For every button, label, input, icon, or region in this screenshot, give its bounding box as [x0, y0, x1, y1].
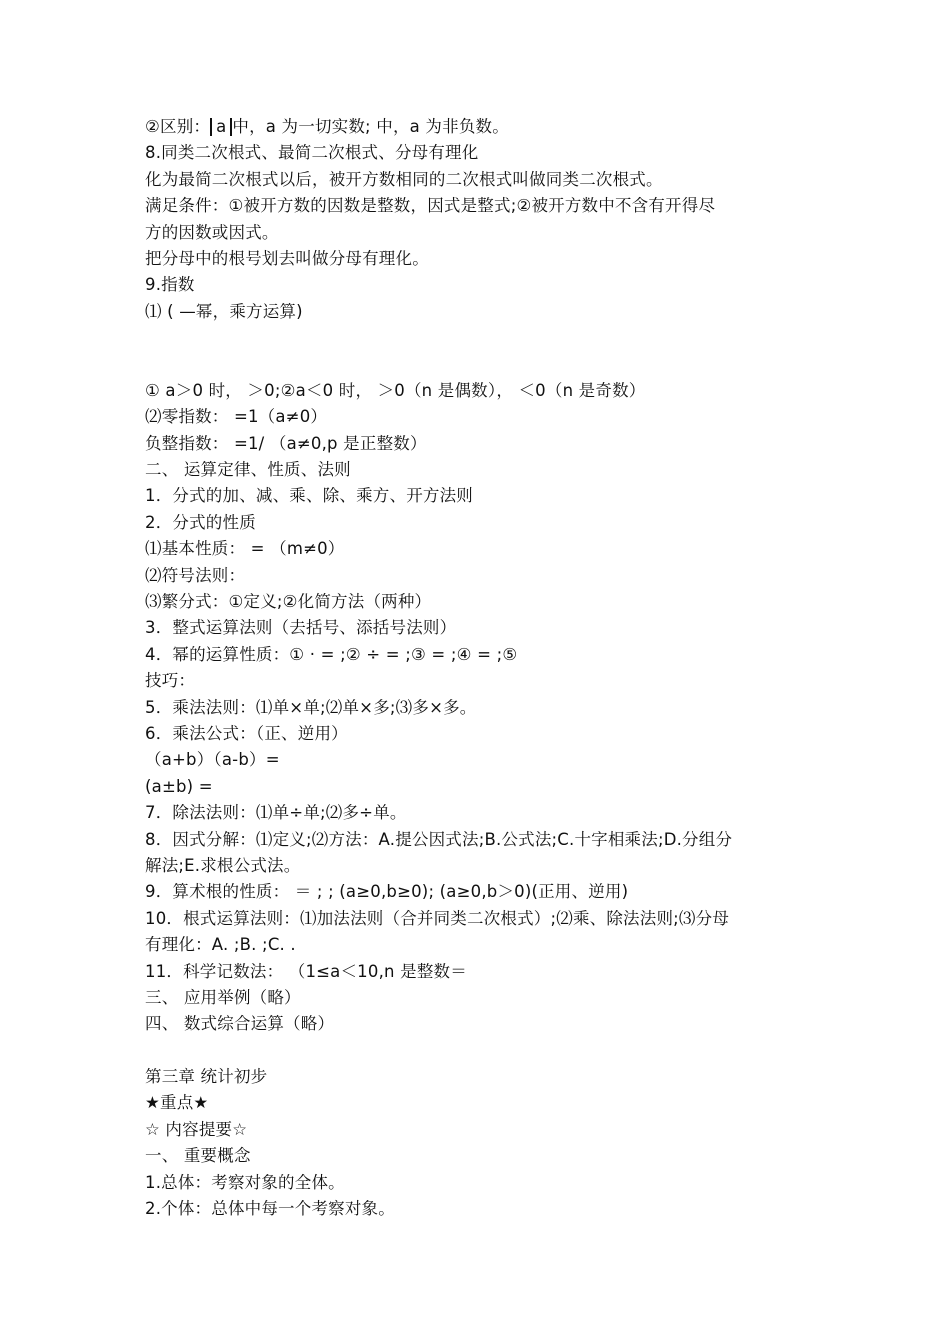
text-line: 一、 重要概念 [145, 1146, 251, 1166]
text-line: 解法;E.求根公式法。 [145, 855, 301, 875]
text-line: 四、 数式综合运算（略） [145, 1014, 335, 1034]
text-line: ⑵符号法则： [145, 565, 246, 585]
text-line: 1.总体：考察对象的全体。 [145, 1172, 345, 1192]
text-line: ★重点★ [145, 1093, 209, 1113]
text-line: ⑴基本性质： = （m≠0） [145, 539, 345, 559]
difference-prefix: ②区别： [145, 117, 211, 136]
text-line: 1．分式的加、减、乘、除、乘方、开方法则 [145, 486, 473, 506]
text-line: （a+b）（a-b）= [145, 750, 280, 770]
text-line: 5．乘法法则：⑴单×单;⑵单×多;⑶多×多。 [145, 697, 477, 717]
text-line: 2.个体：总体中每一个考察对象。 [145, 1199, 395, 1219]
text-line: 2．分式的性质 [145, 512, 256, 532]
text-line: 负整指数： =1/ （a≠0,p 是正整数） [145, 433, 427, 453]
text-line: 7．除法法则：⑴单÷单;⑵多÷单。 [145, 803, 407, 823]
text-line: 二、 运算定律、性质、法则 [145, 460, 351, 480]
text-line: 技巧： [145, 671, 196, 691]
text-line: 9．算术根的性质： ＝ ; ; (a≥0,b≥0); (a≥0,b＞0)(正用、逆用) [145, 882, 629, 902]
absolute-value-a: a [210, 118, 232, 136]
text-line: 6．乘法公式：（正、逆用） [145, 724, 348, 743]
text-line: 3．整式运算法则（去括号、添括号法则） [145, 618, 457, 638]
chapter-title: 第三章 统计初步 [145, 1067, 268, 1087]
text-line: 满足条件：①被开方数的因数是整数，因式是整式;②被开方数中不含有开得尽 [145, 196, 716, 216]
text-line: ① a＞0 时， ＞0;②a＜0 时， ＞0（n 是偶数）， ＜0（n 是奇数） [145, 380, 646, 400]
text-line: 8.同类二次根式、最简二次根式、分母有理化 [145, 143, 479, 163]
text-line: ⑴ ( —幂，乘方运算) [145, 301, 303, 321]
text-line: ⑵零指数： =1（a≠0） [145, 407, 328, 427]
blank-space [145, 1038, 825, 1064]
text-line: 化为最简二次根式以后，被开方数相同的二次根式叫做同类二次根式。 [145, 169, 663, 189]
text-line: 把分母中的根号划去叫做分母有理化。 [145, 248, 429, 268]
text-line: 11．科学记数法： （1≤a＜10,n 是整数＝ [145, 961, 467, 981]
text-line: ☆ 内容提要☆ [145, 1119, 248, 1139]
difference-suffix: 中，a 为一切实数; 中，a 为非负数。 [232, 117, 509, 136]
text-line: 方的因数或因式。 [145, 222, 279, 242]
text-line: 三、 应用举例（略） [145, 987, 301, 1007]
text-line: 10．根式运算法则：⑴加法法则（合并同类二次根式）;⑵乘、除法法则;⑶分母 [145, 908, 730, 928]
text-line: (a±b) = [145, 776, 213, 796]
text-line: 4．幂的运算性质：① · = ;② ÷ = ;③ = ;④ = ;⑤ [145, 644, 518, 664]
document-page [145, 114, 825, 1222]
blank-space [145, 325, 825, 378]
text-line-difference [145, 114, 825, 140]
text-line: 9.指数 [145, 275, 195, 295]
text-line: 8．因式分解：⑴定义;⑵方法：A.提公因式法;B.公式法;C.十字相乘法;D.分组分 [145, 829, 733, 849]
text-line: 有理化：A. ;B. ;C. . [145, 935, 296, 955]
text-line: ⑶繁分式：①定义;②化简方法（两种） [145, 592, 432, 612]
